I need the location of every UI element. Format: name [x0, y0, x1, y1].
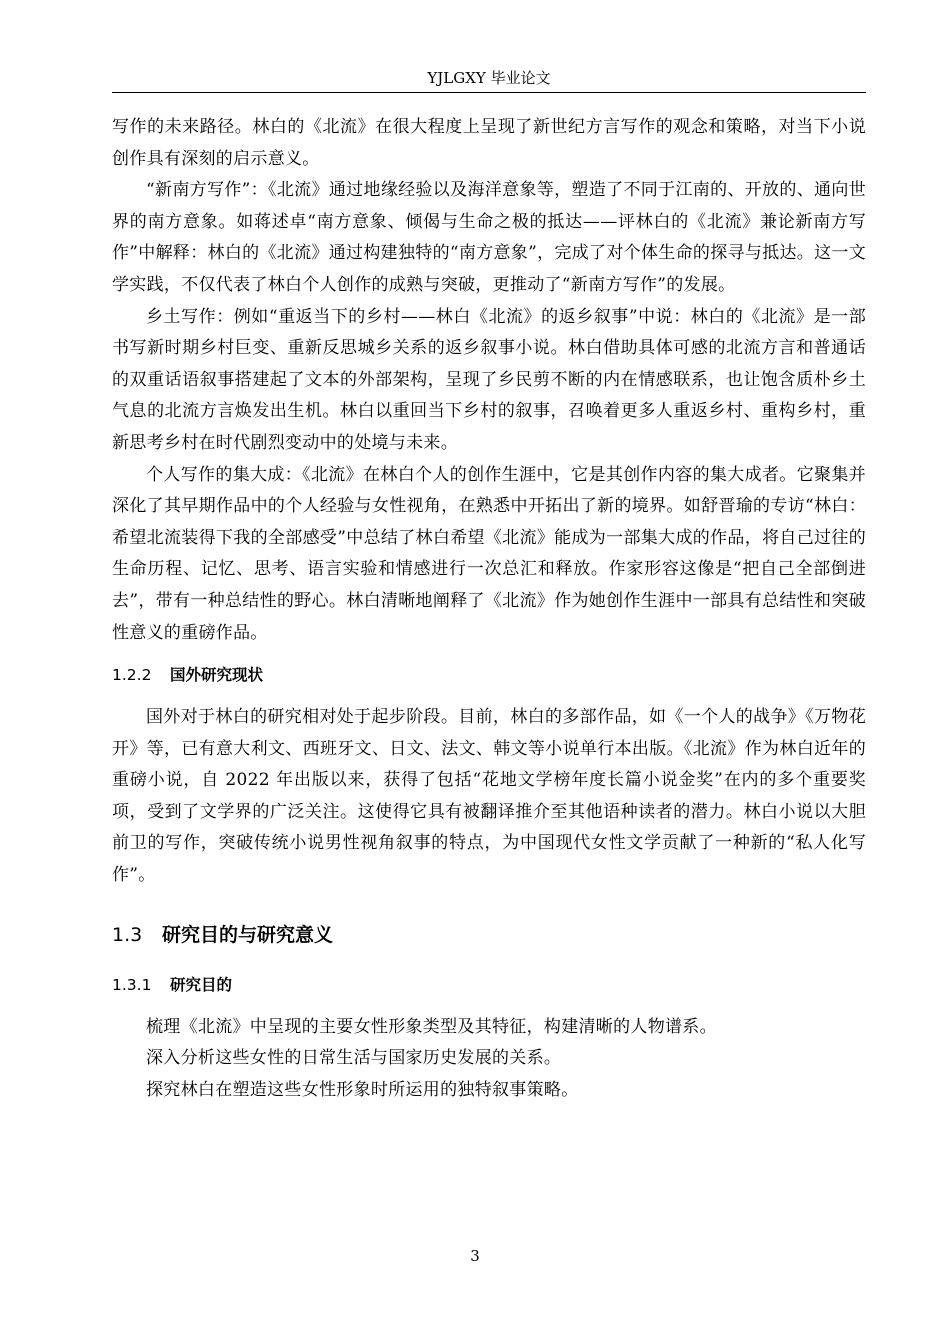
- spacer: [112, 1001, 866, 1012]
- section-title: 国外研究现状: [170, 666, 264, 685]
- research-goal-item: 深入分析这些女性的日常生活与国家历史发展的关系。: [146, 1048, 562, 1069]
- spacer: [112, 892, 866, 918]
- section-title: 研究目的: [170, 975, 233, 994]
- header-title: YJLGXY 毕业论文: [427, 69, 551, 87]
- research-goal-item: 探究林白在塑造这些女性形象时所运用的独特叙事策略。: [146, 1079, 579, 1100]
- spacer: [112, 649, 866, 660]
- paragraph-new-south-writing: “新南方写作”：《北流》通过地缘经验以及海洋意象等，塑造了不同于江南的、开放的、通向世界的南方意象。如蒋述卓“南方意象、倾偈与生命之极的抵达——评林白的《北流》兼论新南方写作”中解释：林白的《北流》通过构建独特的“南方意象”，完成了对个体生命的探寻与抵达。这一文学实践，不仅代表了林白个人创作的成熟与突破，更推动了“新南方写作”的发展。: [112, 180, 866, 295]
- section-heading-1-3-1: [112, 970, 866, 1001]
- page-header: [112, 66, 866, 93]
- section-number: 1.2.2: [112, 666, 152, 685]
- page-footer: [0, 1244, 950, 1268]
- document-body: [112, 112, 866, 1106]
- spacer: [112, 691, 866, 702]
- paragraph-rural-writing: 乡土写作：例如“重返当下的乡村——林白《北流》的返乡叙事”中说：林白的《北流》是一部书写新时期乡村巨变、重新反思城乡关系的返乡叙事小说。林白借助具体可感的北流方言和普通话的双重话语叙事搭建起了文本的外部架构，呈现了乡民剪不断的内在情感联系，也让饱含质朴乡土气息的北流方言焕发出生机。林白以重回当下乡村的叙事，召唤着更多人重返乡村、重构乡村，重新思考乡村在时代剧烈变动中的处境与未来。: [112, 306, 866, 453]
- section-heading-1-3: [112, 918, 866, 952]
- section-number: 1.3: [112, 923, 143, 946]
- paragraph-foreign-research: 国外对于林白的研究相对处于起步阶段。目前，林白的多部作品，如《一个人的战争》《万物花开》等，已有意大利文、西班牙文、日文、法文、韩文等小说单行本出版。《北流》作为林白近年的重磅小说，自 2022 年出版以来，获得了包括“花地文学榜年度长篇小说金奖”在内的多个重要奖项，受到了文学界的广泛关注。这使得它具有被翻译推介至其他语种读者的潜力。林白小说以大胆前卫的写作，突破传统小说男性视角叙事的特点，为中国现代女性文学贡献了一种新的“私人化写作”。: [112, 707, 866, 886]
- paragraph-personal-writing: 个人写作的集大成：《北流》在林白个人的创作生涯中，它是其创作内容的集大成者。它聚集并深化了其早期作品中的个人经验与女性视角，在熟悉中开拓出了新的境界。如舒晋瑜的专访“林白：希望北流装得下我的全部感受”中总结了林白希望《北流》能成为一部集大成的作品，将自己过往的生命历程、记忆、思考、语言实验和情感进行一次总汇和释放。作家形容这像是“把自己全部倒进去”，带有一种总结性的野心。林白清晰地阐释了《北流》作为她创作生涯中一部具有总结性和突破性意义的重磅作品。: [112, 464, 866, 643]
- page-number: 3: [470, 1247, 480, 1265]
- spacer: [112, 952, 866, 970]
- paragraph-continued: 写作的未来路径。林白的《北流》在很大程度上呈现了新世纪方言写作的观念和策略，对当下小说创作具有深刻的启示意义。: [112, 117, 866, 169]
- research-goal-item: 梳理《北流》中呈现的主要女性形象类型及其特征，构建清晰的人物谱系。: [146, 1016, 717, 1037]
- section-heading-1-2-2: [112, 660, 866, 691]
- section-title: 研究目的与研究意义: [162, 923, 334, 946]
- section-number: 1.3.1: [112, 975, 152, 994]
